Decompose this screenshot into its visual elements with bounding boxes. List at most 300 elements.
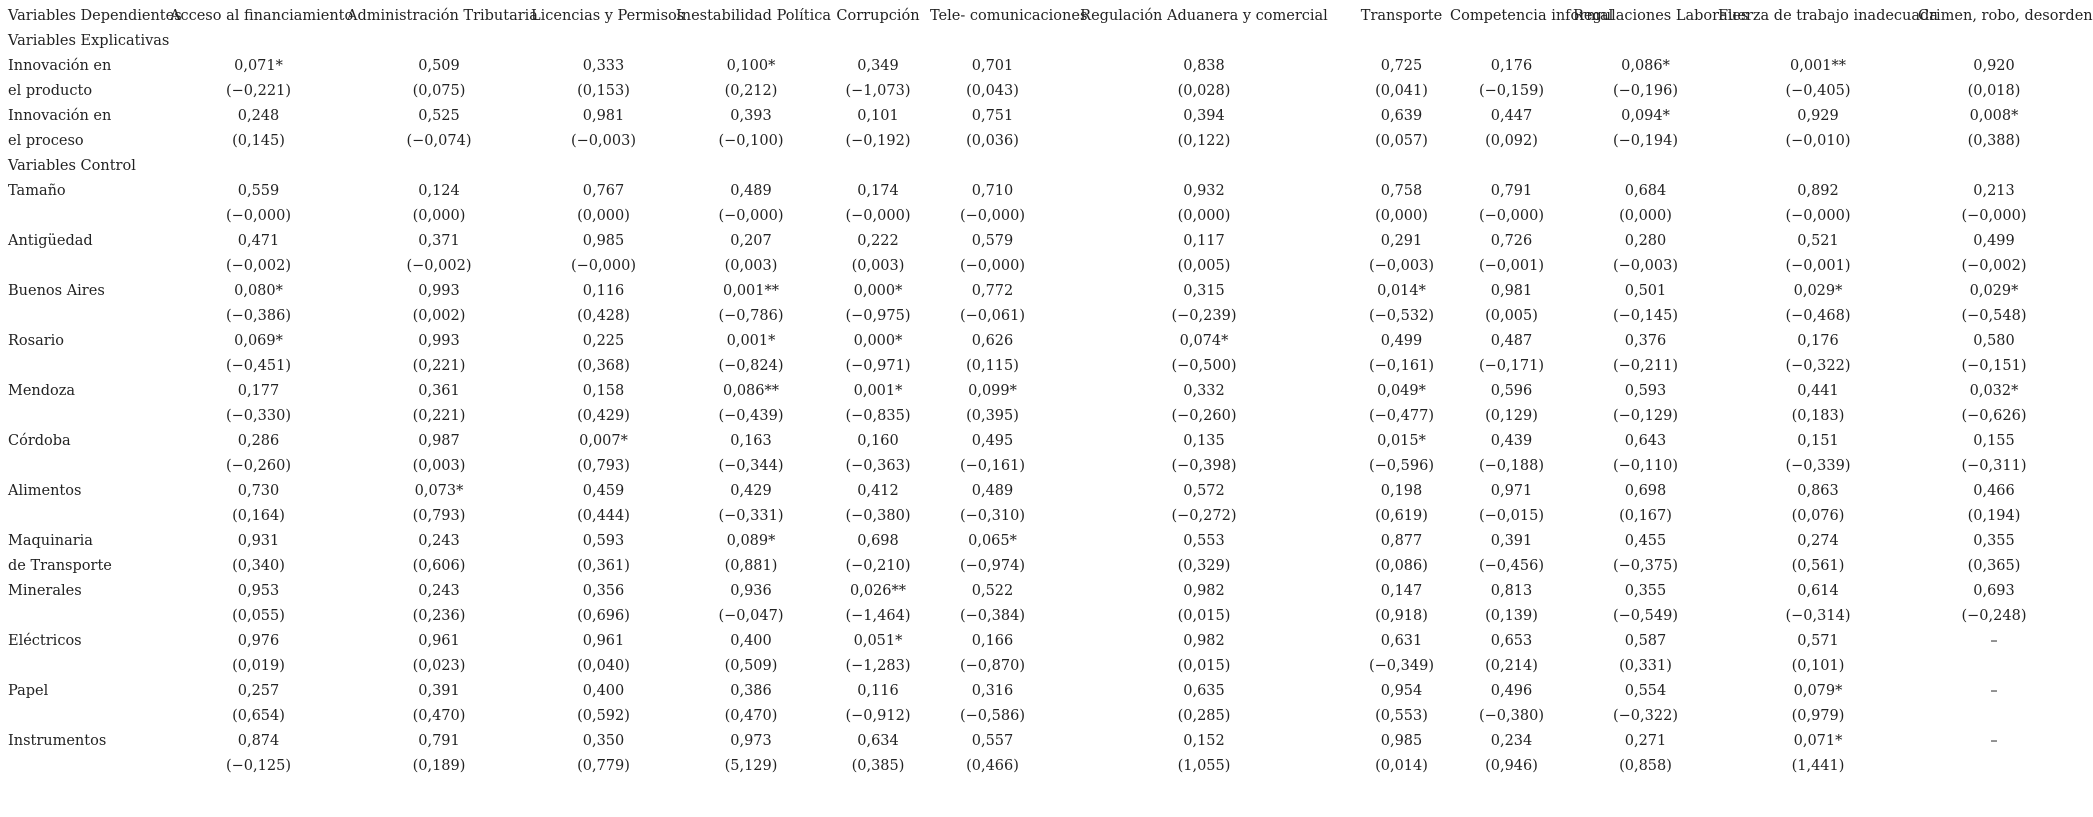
table-cell: 0,155 [1973,433,2015,449]
table-cell: 0,316 [971,683,1014,699]
header-cell: Fuerza de trabajo inadecuada [1718,8,1938,24]
table-cell: 0,001* [853,383,903,399]
table-cell: (−0,002) [1961,258,2027,274]
table-cell: (0,331) [1619,658,1672,674]
table-cell: 0,499 [1380,333,1423,349]
table-cell: 0,071* [234,58,283,74]
row-label: Papel [8,683,49,699]
header-cell: Transporte [1360,8,1443,24]
table-cell: (0,779) [577,758,630,774]
table-cell: 0,355 [1973,533,2015,549]
table-cell: 0,499 [1973,233,2015,249]
table-cell: (−0,375) [1613,558,1678,574]
table-cell: (0,167) [1619,508,1672,524]
table-cell: (−0,786) [718,308,784,324]
table-cell: (0,221) [412,358,466,374]
table-cell: (−0,003) [1613,258,1678,274]
table-cell: (−0,159) [1479,83,1544,99]
row-label [4,754,170,779]
table-cell: 0,429 [730,483,772,499]
table-cell: 0,953 [237,583,280,599]
table-cell: (0,385) [851,758,905,774]
table-cell: (−0,468) [1785,308,1851,324]
table-cell: 0,758 [1380,183,1423,199]
table-cell: 0,000* [853,283,903,299]
table-cell: (−0,331) [718,508,784,524]
table-cell: (0,236) [412,608,466,624]
table-row [4,104,2070,129]
table-cell: (0,361) [577,558,630,574]
table-cell: 0,631 [1380,633,1423,649]
table-cell: (−0,349) [1369,658,1434,674]
table-cell: 0,596 [1490,383,1533,399]
table-cell: 0,985 [1380,733,1423,749]
table-cell: (0,285) [1177,708,1231,724]
table-cell: (−1,464) [845,608,911,624]
section-label: Variables Control [8,158,136,174]
table-cell: (0,043) [966,83,1019,99]
table-row [4,354,2070,379]
table-cell [1918,704,2070,729]
table-row [4,204,2070,229]
table-cell: (0,444) [577,508,630,524]
table-cell: (0,221) [412,408,466,424]
table-cell: 0,571 [1797,633,1839,649]
header-cell: Competencia informal [1450,8,1614,24]
table-cell: 0,152 [1183,733,1225,749]
table-cell: (0,429) [577,408,630,424]
header-cell: Tele- comunicaciones [930,8,1088,24]
table-cell: (−0,000) [845,208,911,224]
table-cell: 0,701 [971,58,1014,74]
table-cell: (−0,221) [226,83,291,99]
table-cell: 0,080* [234,283,283,299]
header-cell: Regulaciones Laborales [1573,8,1749,24]
table-cell: (−0,322) [1785,358,1851,374]
row-label: Rosario [8,333,65,349]
table-cell: 0,286 [237,433,280,449]
table-cell: 0,332 [1183,383,1225,399]
table-cell: 0,257 [237,683,280,699]
table-cell: 0,015* [1377,433,1426,449]
table-cell: (−1,073) [845,83,911,99]
table-cell: (−0,824) [718,358,784,374]
table-cell: (−0,344) [718,458,784,474]
table-cell: 0,315 [1183,283,1225,299]
header-cell: Regulación Aduanera y comercial [1080,8,1328,24]
table-cell: (−0,192) [845,133,911,149]
table-cell: 0,441 [1797,383,1839,399]
table-cell: 0,579 [971,233,1014,249]
table-cell: 0,920 [1973,58,2015,74]
table-cell: 0,813 [1490,583,1533,599]
table-cell: (0,654) [232,708,285,724]
table-cell: 0,751 [971,108,1014,124]
table-cell: 0,439 [1490,433,1533,449]
table-cell: 0,412 [857,483,899,499]
table-cell: (0,139) [1485,608,1538,624]
header-cell: Crimen, robo, desorden [1918,8,2093,24]
table-cell: (−0,074) [406,133,472,149]
table-cell: 0,489 [730,183,772,199]
table-cell: 0,007* [579,433,628,449]
table-cell: (0,183) [1791,408,1845,424]
table-cell: 0,459 [582,483,625,499]
table-cell: 0,049* [1377,383,1426,399]
table-cell: (0,000) [577,208,630,224]
header-cell: Administración Tributaria [347,8,538,24]
table-cell: (−0,129) [1613,408,1678,424]
row-label [4,704,170,729]
table-cell: 0,350 [582,733,625,749]
table-cell: 0,029* [1793,283,1843,299]
table-cell: 0,587 [1624,633,1667,649]
table-cell: (−0,171) [1479,358,1544,374]
section-row [4,29,2070,54]
table-cell: 0,522 [971,583,1014,599]
table-cell: (0,561) [1791,558,1845,574]
table-cell: (−1,283) [845,658,911,674]
row-label [4,354,170,379]
table-cell: (0,002) [412,308,466,324]
table-cell: (0,365) [1967,558,2021,574]
table-cell: 0,393 [730,108,772,124]
table-cell: (−0,248) [1961,608,2027,624]
table-cell: 0,001** [1789,58,1846,74]
table-cell: (5,129) [724,758,778,774]
table-cell: (−0,000) [718,208,784,224]
table-cell: (0,036) [966,133,1019,149]
table-row [4,229,2070,254]
table-cell: (−0,260) [1171,408,1237,424]
table-cell: 0,985 [582,233,625,249]
table-cell: (0,145) [232,133,285,149]
table-cell: 0,086** [722,383,779,399]
table-cell: (0,368) [577,358,630,374]
table-cell: (−0,000) [960,258,1025,274]
table-cell: (−0,188) [1479,458,1544,474]
table-cell: (−0,002) [226,258,291,274]
table-cell: (0,153) [577,83,630,99]
table-cell: 0,684 [1624,183,1667,199]
table-cell: (0,014) [1375,758,1428,774]
header-cell: Inestabilidad Política [676,8,831,24]
table-row [4,504,2070,529]
table-cell: (0,696) [577,608,630,624]
table-cell: 0,116 [582,283,625,299]
table-cell: (0,057) [1375,133,1428,149]
table-cell: (0,003) [724,258,778,274]
table-cell: 0,626 [971,333,1014,349]
table-cell: (−0,398) [1171,458,1237,474]
table-cell: (−0,210) [845,558,911,574]
table-cell: (−0,500) [1171,358,1237,374]
table-cell: 0,163 [730,433,772,449]
table-cell: (−0,000) [1479,208,1544,224]
table-cell: 0,333 [582,58,625,74]
table-cell: 0,086* [1621,58,1670,74]
row-label: el producto [8,83,93,99]
table-cell: (−0,000) [226,208,291,224]
table-cell: (−0,339) [1785,458,1851,474]
table-cell: 0,936 [730,583,772,599]
table-cell: (0,000) [1375,208,1428,224]
table-cell: 0,213 [1973,183,2015,199]
regression-table [4,4,2093,779]
table-cell: (0,000) [1177,208,1231,224]
table-cell: 0,772 [971,283,1014,299]
header-cell: Variables Dependientes [8,8,182,24]
table-cell: (−0,151) [1961,358,2027,374]
table-cell: 0,725 [1380,58,1423,74]
table-cell: 0,976 [237,633,280,649]
table-cell: (−0,000) [1961,208,2027,224]
table-cell: (−0,000) [960,208,1025,224]
table-row [4,404,2070,429]
table-cell: (0,340) [232,558,285,574]
table-cell: (−0,363) [845,458,911,474]
table-cell: (−0,405) [1785,83,1851,99]
table-cell: 0,001** [722,283,779,299]
table-cell: 0,838 [1183,58,1225,74]
table-cell: (−0,870) [960,658,1025,674]
table-cell: 0,559 [237,183,280,199]
table-cell: 0,931 [237,533,280,549]
table-cell: (0,979) [1791,708,1845,724]
table-cell: 0,174 [857,183,899,199]
table-cell: (0,005) [1485,308,1538,324]
table-cell: (−0,194) [1613,133,1678,149]
table-cell: (−0,451) [226,358,291,374]
section-row [4,154,2070,179]
table-cell: 0,791 [1490,183,1533,199]
table-cell: (0,619) [1375,508,1428,524]
table-cell: (−0,532) [1369,308,1434,324]
table-cell: 0,892 [1797,183,1839,199]
section-label: Variables Explicativas [8,33,170,49]
table-cell: (−0,314) [1785,608,1851,624]
table-cell: (−0,161) [960,458,1025,474]
table-cell: (0,040) [577,658,630,674]
table-cell: 0,509 [418,58,460,74]
table-cell: (−0,477) [1369,408,1434,424]
table-cell: (−0,015) [1479,508,1544,524]
row-label: de Transporte [8,558,112,574]
table-cell: (0,214) [1485,658,1538,674]
table-cell: 0,874 [237,733,280,749]
table-cell: – [1990,733,1998,749]
header-cell: Acceso al financiamiento [170,8,354,24]
table-cell: 0,698 [857,533,899,549]
table-cell: 0,635 [1183,683,1225,699]
table-cell: 0,051* [853,633,903,649]
table-cell: 0,863 [1797,483,1839,499]
table-cell: (0,041) [1375,83,1428,99]
table-cell: (0,028) [1177,83,1231,99]
table-cell: 0,356 [582,583,625,599]
row-label [4,504,170,529]
table-cell: 0,176 [1797,333,1839,349]
row-label: Alimentos [8,483,82,499]
table-cell: 0,032* [1969,383,2019,399]
table-cell: (0,592) [577,708,630,724]
table-row [4,754,2070,779]
table-cell: 0,993 [418,283,460,299]
header-row [4,4,2070,29]
table-cell: 0,639 [1380,108,1423,124]
table-cell: 0,280 [1624,233,1667,249]
table-cell: 0,495 [971,433,1014,449]
table-cell: (1,441) [1791,758,1845,774]
table-cell: (0,075) [412,83,466,99]
table-cell: (0,000) [412,208,466,224]
table-row [4,529,2070,554]
table-cell: 0,371 [418,233,460,249]
table-row [4,454,2070,479]
table-cell: (0,019) [232,658,285,674]
table-cell: (−0,586) [960,708,1025,724]
table-cell: 0,158 [582,383,625,399]
table-cell: 0,065* [968,533,1017,549]
table-cell: (0,000) [1619,208,1672,224]
table-cell: (0,946) [1485,758,1538,774]
table-cell: 0,593 [582,533,625,549]
table-cell: (−0,110) [1613,458,1678,474]
table-cell: 0,094* [1621,108,1670,124]
table-cell: 0,580 [1973,333,2015,349]
table-cell: (−0,003) [571,133,636,149]
table-cell: (0,388) [1967,133,2021,149]
table-cell: 0,000* [853,333,903,349]
table-row [4,179,2070,204]
row-label [4,254,170,279]
table-cell: (0,092) [1485,133,1538,149]
table-cell: (−0,626) [1961,408,2027,424]
table-cell: 0,151 [1797,433,1839,449]
table-cell: 0,394 [1183,108,1225,124]
table-row [4,279,2070,304]
table-row [4,604,2070,629]
table-cell: (−0,384) [960,608,1025,624]
table-cell: 0,222 [857,233,899,249]
table-cell: (0,023) [412,658,466,674]
table-cell: (0,395) [966,408,1019,424]
table-cell: 0,386 [730,683,772,699]
table-cell: (0,793) [412,508,466,524]
table-cell: 0,643 [1624,433,1667,449]
table-cell: 0,501 [1624,283,1667,299]
table-cell: (0,194) [1967,508,2021,524]
table-cell: (−0,239) [1171,308,1237,324]
table-cell: (−0,161) [1369,358,1434,374]
table-cell: 0,521 [1797,233,1839,249]
row-label: Instrumentos [8,733,107,749]
table-cell: 0,653 [1490,633,1533,649]
table-cell: 0,455 [1624,533,1667,549]
table-row [4,129,2070,154]
table-cell: (0,101) [1791,658,1845,674]
table-cell: 0,614 [1797,583,1839,599]
table-cell: 0,693 [1973,583,2015,599]
table-cell: 0,071* [1793,733,1843,749]
table-cell: 0,391 [1490,533,1533,549]
table-cell: 0,572 [1183,483,1225,499]
row-label [4,204,170,229]
table-row [4,629,2070,654]
table-cell: 0,166 [971,633,1014,649]
table-cell: (−0,330) [226,408,291,424]
table-cell [1918,654,2070,679]
table-row [4,429,2070,454]
table-cell: (0,470) [412,708,466,724]
table-cell: (−0,260) [226,458,291,474]
table-cell: (−0,380) [1479,708,1544,724]
table-cell: 0,291 [1380,233,1423,249]
table-cell: 0,496 [1490,683,1533,699]
table-cell: (0,509) [724,658,778,674]
table-cell: (−0,549) [1613,608,1678,624]
table-cell: 0,147 [1380,583,1423,599]
table-cell: 0,099* [968,383,1017,399]
table-cell: (−0,974) [960,558,1025,574]
table-row [4,54,2070,79]
row-label: Tamaño [8,183,66,199]
table-cell: 0,961 [582,633,625,649]
table-cell: 0,243 [418,583,460,599]
table-cell: 0,391 [418,683,460,699]
table-cell: 0,100* [726,58,776,74]
table-cell: (0,015) [1177,608,1231,624]
table-cell: 0,987 [418,433,460,449]
table-cell: (0,003) [412,458,466,474]
table-cell: (−0,001) [1479,258,1544,274]
table-cell: 0,487 [1490,333,1533,349]
table-cell: 0,198 [1380,483,1423,499]
table-cell: (−0,310) [960,508,1025,524]
table-cell: 0,400 [730,633,772,649]
table-cell: (−0,047) [718,608,784,624]
table-cell: (−0,001) [1785,258,1851,274]
table-cell: 0,135 [1183,433,1225,449]
row-label: Córdoba [8,433,71,449]
table-cell: 0,971 [1490,483,1533,499]
table-cell: 0,961 [418,633,460,649]
table-cell: 0,471 [237,233,280,249]
table-cell: (−0,311) [1961,458,2027,474]
table-cell: 0,355 [1624,583,1667,599]
row-label: Mendoza [8,383,76,399]
row-label: Buenos Aires [8,283,105,299]
table-cell: 0,029* [1969,283,2019,299]
table-cell: 0,634 [857,733,899,749]
table-cell: (0,005) [1177,258,1231,274]
row-label: Minerales [8,583,82,599]
table-cell: (−0,145) [1613,308,1678,324]
table-cell: 0,026** [849,583,906,599]
table-cell: 0,089* [726,533,776,549]
table-cell: (0,164) [232,508,285,524]
table-cell: 0,271 [1624,733,1667,749]
table-cell: 0,001* [726,333,776,349]
table-cell: (0,918) [1375,608,1428,624]
table-cell: (−0,596) [1369,458,1434,474]
row-label [4,404,170,429]
table-cell: (−0,456) [1479,558,1544,574]
table-cell: (0,129) [1485,408,1538,424]
table-cell: (0,018) [1967,83,2021,99]
table-cell: 0,981 [1490,283,1533,299]
table-cell: (−0,000) [571,258,636,274]
